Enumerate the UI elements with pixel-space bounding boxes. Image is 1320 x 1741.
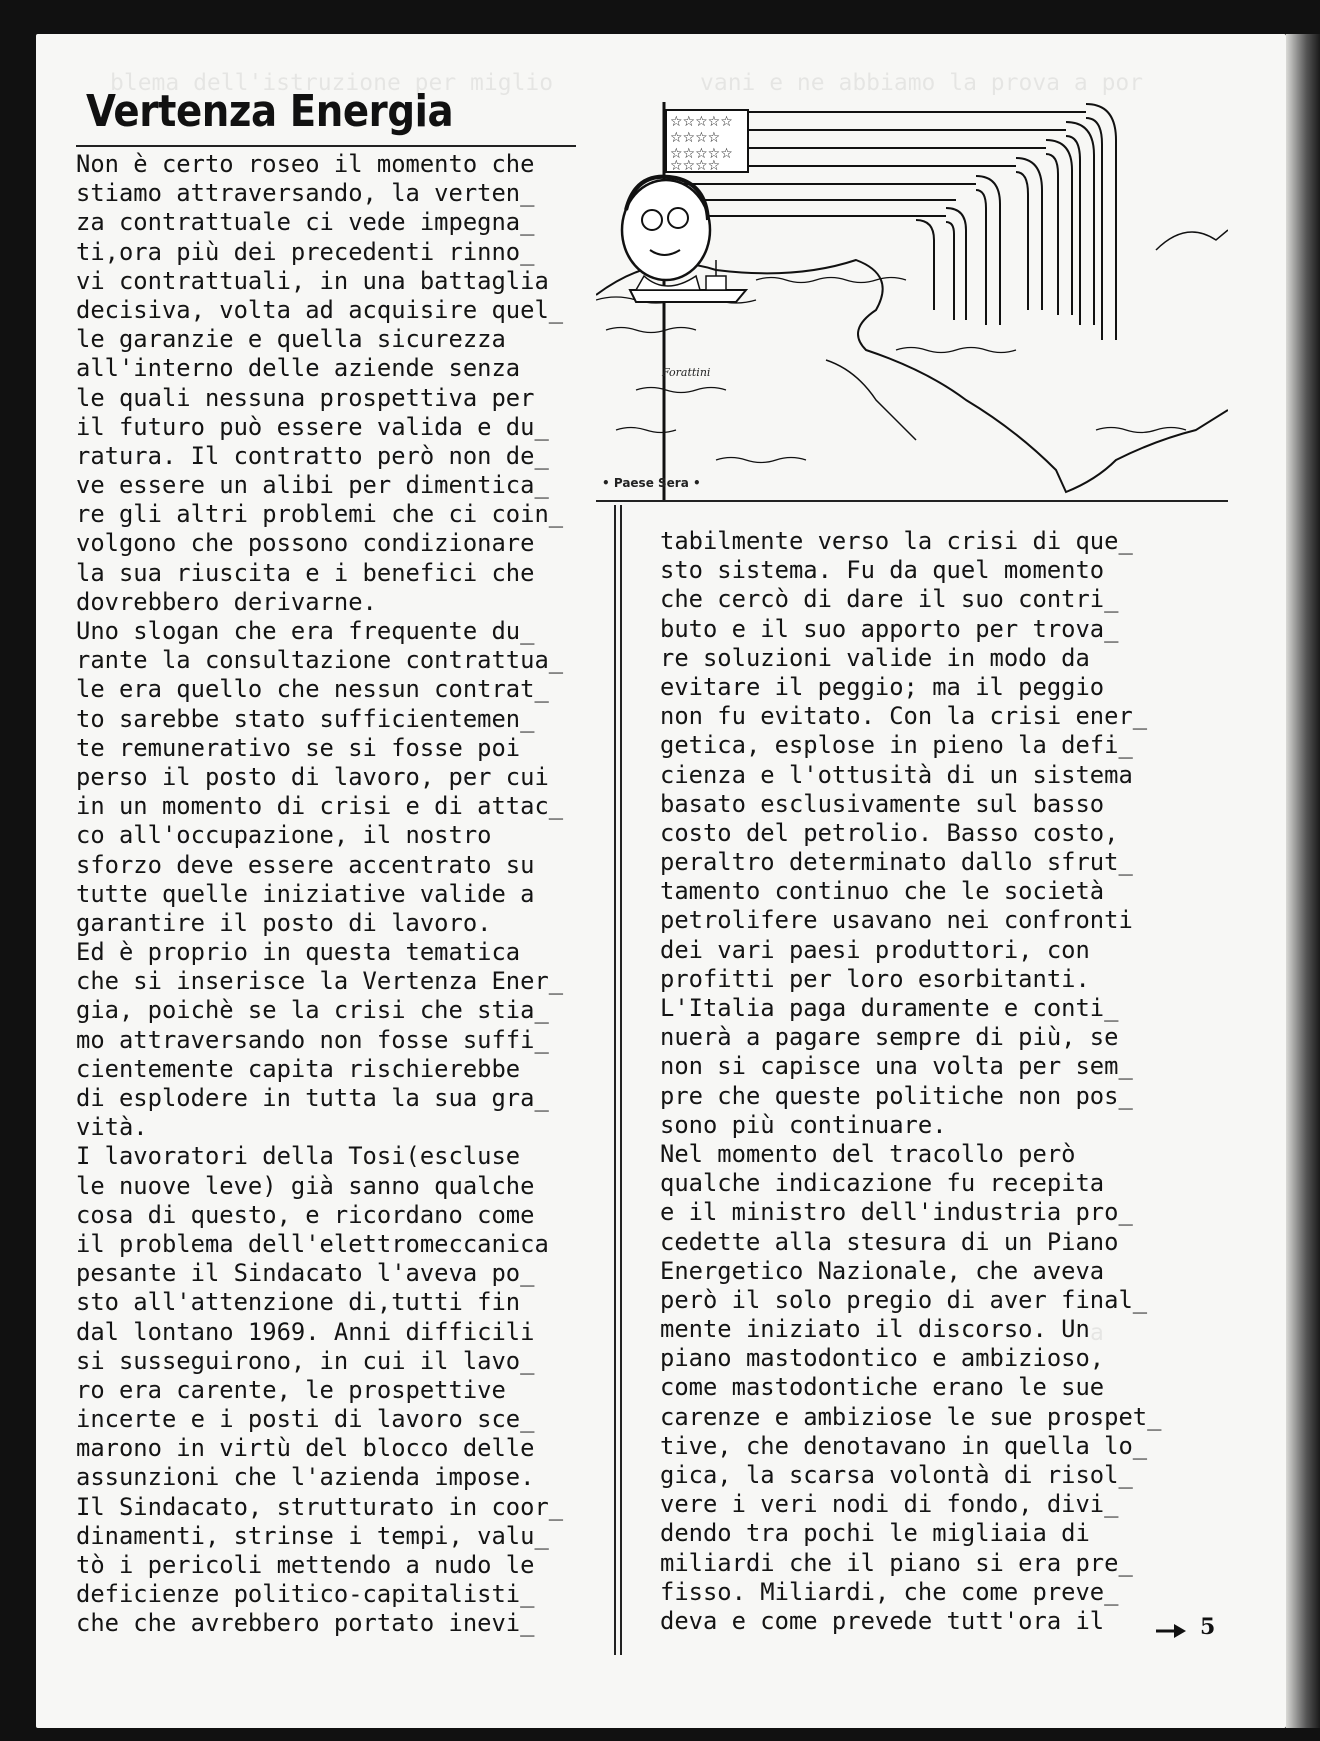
text-line: le nuove leve) già sanno qualche	[76, 1171, 535, 1200]
text-line: Energetico Nazionale, che aveva	[660, 1256, 1105, 1285]
article-title: Vertenza Energia	[86, 86, 454, 137]
text-line: peraltro determinato dallo sfrut_	[660, 848, 1133, 877]
text-line: cosa di questo, e ricordano come	[76, 1200, 535, 1229]
text-line: il futuro può essere valida e du_	[76, 412, 549, 441]
text-line: dal lontano 1969. Anni difficili	[76, 1317, 535, 1346]
text-line: si susseguirono, in cui il lavo_	[76, 1346, 535, 1375]
text-line: garantire il posto di lavoro.	[76, 908, 492, 937]
text-line: però il solo pregio di aver final_	[660, 1285, 1148, 1314]
text-line: dendo tra pochi le migliaia di	[660, 1519, 1090, 1548]
text-line: le era quello che nessun contrat_	[76, 675, 549, 704]
text-line: nuerà a pagare sempre di più, se	[660, 1023, 1119, 1052]
text-line: il problema dell'elettromeccanica	[76, 1229, 549, 1258]
text-line: decisiva, volta ad acquisire quel_	[76, 295, 564, 324]
title-rule	[76, 145, 576, 147]
text-line: incerte e i posti di lavoro sce_	[76, 1405, 535, 1434]
text-line: costo del petrolio. Basso costo,	[660, 818, 1119, 847]
text-line: profitti per loro esorbitanti.	[660, 964, 1090, 993]
text-line: gia, poichè se la crisi che stia_	[76, 996, 549, 1025]
text-line: tamento continuo che le società	[660, 877, 1105, 906]
text-line: dovrebbero derivarne.	[76, 587, 377, 616]
text-line: tabilmente verso la crisi di que_	[660, 527, 1133, 555]
text-line: ro era carente, le prospettive	[76, 1375, 506, 1404]
text-line: re gli altri problemi che ci coin_	[76, 500, 564, 529]
text-line: deva e come prevede tutt'ora il	[660, 1606, 1105, 1635]
text-line: Il Sindacato, strutturato in coor_	[76, 1492, 564, 1521]
text-line: perso il posto di lavoro, per cui	[76, 762, 549, 791]
text-line: gica, la scarsa volontà di risol_	[660, 1461, 1133, 1489]
text-line: vità.	[76, 1113, 148, 1142]
text-line: cienza e l'ottusità di un sistema	[660, 760, 1133, 789]
text-line: che si inserisce la Vertenza Ener_	[76, 967, 564, 996]
cartoon-signature: Forattini	[662, 366, 711, 379]
editorial-cartoon	[596, 100, 1228, 502]
text-line: dinamenti, strinse i tempi, valu_	[76, 1521, 549, 1550]
text-line: cedette alla stesura di un Piano	[660, 1227, 1119, 1256]
text-line: basato esclusivamente sul basso	[660, 789, 1105, 818]
continue-arrow-icon	[1156, 1624, 1186, 1638]
text-line: le quali nessuna prospettiva per	[76, 383, 535, 412]
cartoon-illustration	[596, 100, 1228, 500]
text-line: cientemente capita rischierebbe	[76, 1054, 521, 1083]
text-line: mo attraversando non fosse suffi_	[76, 1025, 549, 1054]
text-line: ratura. Il contratto però non de_	[76, 441, 549, 470]
text-line: all'interno delle aziende senza	[76, 354, 521, 383]
text-line: non fu evitato. Con la crisi ener_	[660, 702, 1148, 731]
cartoon-caption: • Paese Sera •	[602, 476, 701, 490]
text-line: sono più continuare.	[660, 1110, 947, 1139]
text-line: sforzo deve essere accentrato su	[76, 850, 535, 879]
text-line: za contrattuale ci vede impegna_	[76, 208, 535, 237]
svg-text:☆☆☆☆: ☆☆☆☆	[670, 130, 721, 146]
text-line: Uno slogan che era frequente du_	[76, 617, 535, 645]
text-line: stiamo attraversando, la verten_	[76, 179, 535, 208]
text-line: in un momento di crisi e di attac_	[76, 792, 564, 821]
text-line: ve essere un alibi per dimentica_	[76, 471, 549, 500]
text-line: getica, esplose in pieno la defi_	[660, 731, 1133, 760]
page-edge	[1286, 34, 1320, 1728]
text-line: Ed è proprio in questa tematica	[76, 938, 521, 967]
text-line: marono in virtù del blocco delle	[76, 1434, 535, 1463]
text-line: L'Italia paga duramente e conti_	[660, 994, 1119, 1022]
text-line: assunzioni che l'azienda impose.	[76, 1463, 535, 1492]
text-line: miliardi che il piano si era pre_	[660, 1548, 1133, 1577]
article-column-left	[76, 150, 586, 1639]
text-line: mente iniziato il discorso. Un	[660, 1315, 1090, 1344]
text-line: che che avrebbero portato inevi_	[76, 1609, 535, 1638]
text-line: piano mastodontico e ambizioso,	[660, 1344, 1105, 1373]
svg-text:☆☆☆☆☆: ☆☆☆☆☆	[670, 146, 733, 162]
page-number: 5	[1200, 1614, 1216, 1640]
text-line: re soluzioni valide in modo da	[660, 643, 1090, 672]
text-line: qualche indicazione fu recepita	[660, 1169, 1105, 1198]
text-line: Nel momento del tracollo però	[660, 1139, 1076, 1168]
text-line: evitare il peggio; ma il peggio	[660, 672, 1105, 701]
text-line: tutte quelle iniziative valide a	[76, 879, 535, 908]
text-line: vere i veri nodi di fondo, divi_	[660, 1490, 1119, 1519]
text-line: di esplodere in tutta la sua gra_	[76, 1084, 549, 1112]
text-line: Non è certo roseo il momento che	[76, 150, 535, 178]
text-line: fisso. Miliardi, che come preve_	[660, 1577, 1119, 1606]
text-line: pesante il Sindacato l'aveva po_	[76, 1259, 535, 1288]
text-line: deficienze politico-capitalisti_	[76, 1580, 535, 1609]
text-line: tive, che denotavano in quella lo_	[660, 1431, 1148, 1460]
article-column-right	[660, 527, 1180, 1636]
text-line: e il ministro dell'industria pro_	[660, 1198, 1133, 1227]
text-line: che cercò di dare il suo contri_	[660, 585, 1119, 614]
text-line: carenze e ambiziose le sue prospet_	[660, 1402, 1162, 1431]
svg-text:☆☆☆☆: ☆☆☆☆	[670, 158, 721, 174]
text-line: dei vari paesi produttori, con	[660, 935, 1090, 964]
text-line: ti,ora più dei precedenti rinno_	[76, 237, 535, 266]
text-line: volgono che possono condizionare	[76, 529, 535, 558]
text-line: le garanzie e quella sicurezza	[76, 325, 506, 354]
column-divider	[614, 505, 622, 1655]
text-line: to sarebbe stato sufficientemen_	[76, 704, 535, 733]
text-line: vi contrattuali, in una battaglia	[76, 266, 549, 295]
text-line: petrolifere usavano nei confronti	[660, 906, 1133, 935]
text-line: te remunerativo se si fosse poi	[76, 733, 521, 762]
svg-text:☆☆☆☆☆: ☆☆☆☆☆	[670, 114, 733, 130]
text-line: co all'occupazione, il nostro	[76, 821, 492, 850]
text-line: sto sistema. Fu da quel momento	[660, 556, 1105, 585]
text-line: rante la consultazione contrattua_	[76, 646, 564, 675]
text-line: non si capisce una volta per sem_	[660, 1052, 1133, 1081]
text-line: la sua riuscita e i benefici che	[76, 558, 535, 587]
text-line: tò i pericoli mettendo a nudo le	[76, 1551, 535, 1579]
text-line: I lavoratori della Tosi(escluse	[76, 1142, 521, 1171]
text-line: sto all'attenzione di,tutti fin	[76, 1288, 521, 1317]
text-line: come mastodontiche erano le sue	[660, 1373, 1105, 1402]
text-line: pre che queste politiche non pos_	[660, 1081, 1133, 1110]
text-line: buto e il suo apporto per trova_	[660, 614, 1119, 643]
